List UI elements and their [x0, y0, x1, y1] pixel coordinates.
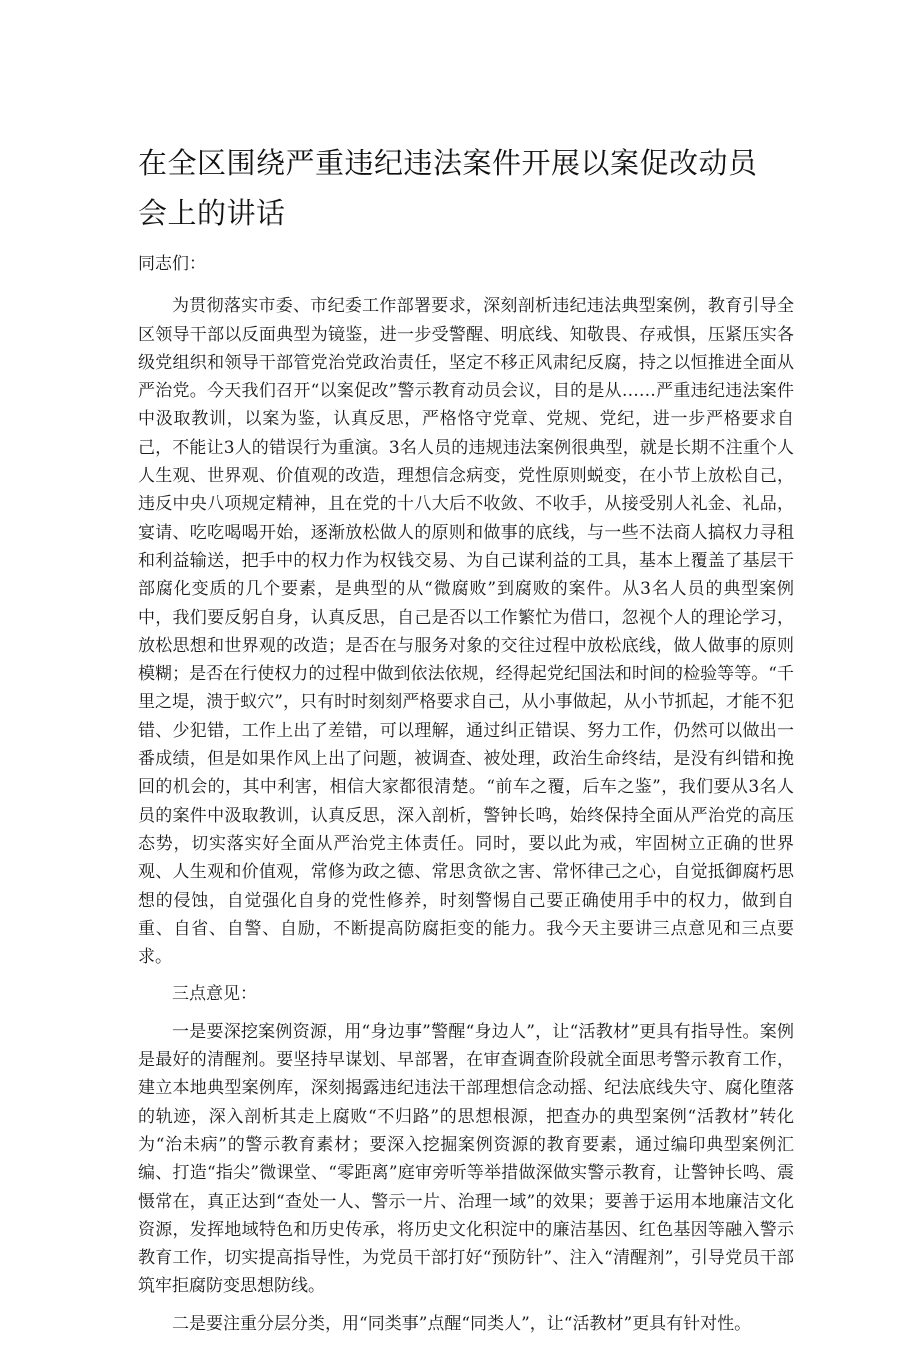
document-title: 在全区围绕严重违纪违法案件开展以案促改动员会上的讲话	[138, 146, 758, 230]
paragraph-opinion-two: 二是要注重分层分类，用“同类事”点醒“同类人”，让“活教材”更具有针对性。	[172, 1313, 752, 1334]
paragraph-three-opinions-heading: 三点意见：	[172, 984, 257, 1005]
paragraph-opinion-one: 一是要深挖案例资源，用“身边事”警醒“身边人”，让“活教材”更具有指导性。案例是最好的清醒剂。要坚持早谋划、早部署，在审查调查阶段就全面思考警示教育工作，建立本地典型案例库，深刻揭露违纪违法干部理想信念动摇、纪法底线失守、腐化堕落的轨迹，深入剖析其走上腐败“不归路”的思想根源，把查办的典型案例“活教材”转化为“治未病”的警示教育素材；要深入挖掘案例资源的教育要素，通过编印典型案例汇编、打造“指尖”微课堂、“零距离”庭审旁听等举措做深做实警示教育，让警钟长鸣、震慑常在，真正达到“查处一人、警示一片、治理一域”的效果；要善于运用本地廉洁文化资源，发挥地域特色和历史传承，将历史文化积淀中的廉洁基因、红色基因等融入警示教育工作，切实提高指导性，为党员干部打好“预防针”、注入“清醒剂”，引导党员干部筑牢拒腐防变思想防线。	[138, 1021, 794, 1297]
paragraph-intro: 为贯彻落实市委、市纪委工作部署要求，深刻剖析违纪违法典型案例，教育引导全区领导干部以反面典型为镜鉴，进一步受警醒、明底线、知敬畏、存戒惧，压紧压实各级党组织和领导干部管党治党政治责任，坚定不移正风肃纪反腐，持之以恒推进全面从严治党。今天我们召开“以案促改”警示教育动员会议，目的是从……严重违纪违法案件中汲取教训，以案为鉴，认真反思，严格恪守党章、党规、党纪，进一步严格要求自己，不能让3人的错误行为重演。3名人员的违规违法案例很典型，就是长期不注重个人人生观、世界观、价值观的改造，理想信念病变，党性原则蜕变，在小节上放松自己，违反中央八项规定精神，且在党的十八大后不收敛、不收手，从接受别人礼金、礼品，宴请、吃吃喝喝开始，逐渐放松做人的原则和做事的底线，与一些不法商人搞权力寻租和利益输送，把手中的权力作为权钱交易、为自己谋利益的工具，基本上覆盖了基层干部腐化变质的几个要素，是典型的从“微腐败”到腐败的案件。从3名人员的典型案例中，我们要反躬自身，认真反思，自己是否以工作繁忙为借口，忽视个人的理论学习，放松思想和世界观的改造；是否在与服务对象的交往过程中放松底线，做人做事的原则模糊；是否在行使权力的过程中做到依法依规，经得起党纪国法和时间的检验等等。“千里之堤，溃于蚁穴”，只有时时刻刻严格要求自己，从小事做起，从小节抓起，才能不犯错、少犯错，工作上出了差错，可以理解，通过纠正错误、努力工作，仍然可以做出一番成绩，但是如果作风上出了问题，被调查、被处理，政治生命终结，是没有纠错和挽回的机会的，其中利害，相信大家都很清楚。“前车之覆，后车之鉴”，我们要从3名人员的案件中汲取教训，认真反思，深入剖析，警钟长鸣，始终保持全面从严治党的高压态势，切实落实好全面从严治党主体责任。同时，要以此为戒，牢固树立正确的世界观、人生观和价值观，常修为政之德、常思贪欲之害、常怀律己之心，自觉抵御腐朽思想的侵蚀，自觉强化自身的党性修养，时刻警惕自己要正确使用手中的权力，做到自重、自省、自警、自励，不断提高防腐拒变的能力。我今天主要讲三点意见和三点要求。	[138, 296, 794, 968]
salutation: 同志们：	[138, 254, 206, 274]
document-body	[138, 250, 794, 1347]
